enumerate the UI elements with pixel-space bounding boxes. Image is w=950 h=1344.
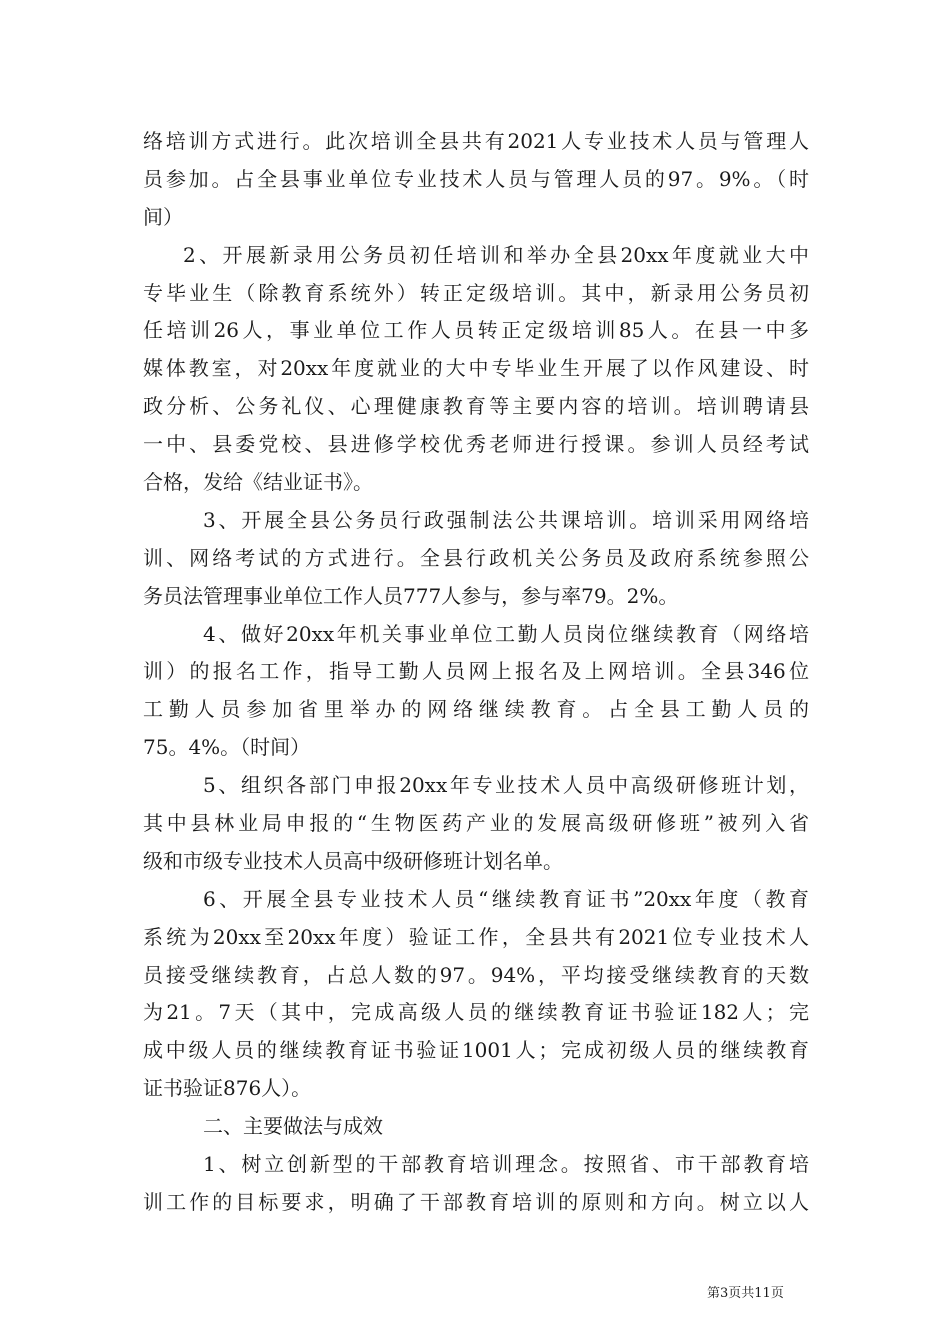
text-line: 证书验证876人）。 — [143, 1076, 312, 1101]
text-line: 训）的报名工作，指导工勤人员网上报名及上网培训。全县346位 — [143, 659, 809, 684]
paragraph-start-line: 4、做好20xx年机关事业单位工勤人员岗位继续教育（网络培 — [203, 621, 809, 646]
text-line: 训工作的目标要求，明确了干部教育培训的原则和方向。树立以人 — [143, 1189, 809, 1214]
text-line: 为21。7天（其中，完成高级人员的继续教育证书验证182人；完 — [143, 1000, 809, 1025]
paragraph-start-line: 2、开展新录用公务员初任培训和举办全县20xx年度就业大中 — [183, 242, 809, 267]
document-body — [143, 123, 809, 1222]
text-line: 间） — [143, 204, 183, 229]
text-line: 务员法管理事业单位工作人员777人参与，参与率79。2%。 — [143, 583, 679, 608]
text-line: 政分析、公务礼仪、心理健康教育等主要内容的培训。培训聘请县 — [143, 394, 809, 419]
text-line: 专毕业生（除教育系统外）转正定级培训。其中，新录用公务员初 — [143, 280, 809, 305]
section-heading: 二、主要做法与成效 — [203, 1114, 383, 1139]
page-number: 第3页共11页 — [707, 1286, 784, 1301]
text-line: 成中级人员的继续教育证书验证1001人；完成初级人员的继续教育 — [143, 1038, 809, 1063]
text-line: 络培训方式进行。此次培训全县共有2021人专业技术人员与管理人 — [143, 129, 809, 153]
text-line: 员接受继续教育，占总人数的97。94%，平均接受继续教育的天数 — [143, 962, 809, 987]
paragraph-start-line: 5、组织各部门申报20xx年专业技术人员中高级研修班计划， — [203, 773, 809, 798]
text-line: 训、网络考试的方式进行。全县行政机关公务员及政府系统参照公 — [143, 545, 809, 570]
text-line: 75。4%。（时间） — [143, 735, 311, 760]
paragraph-start-line: 1、树立创新型的干部教育培训理念。按照省、市干部教育培 — [203, 1152, 809, 1177]
paragraph-start-line: 6、开展全县专业技术人员“继续教育证书”20xx年度（教育 — [203, 886, 809, 911]
text-line: 员参加。占全县事业单位专业技术人员与管理人员的97。9%。（时 — [143, 166, 809, 191]
text-line: 级和市级专业技术人员高中级研修班计划名单。 — [143, 848, 563, 873]
text-line: 合格，发给《结业证书》。 — [143, 470, 373, 495]
text-line: 任培训26人，事业单位工作人员转正定级培训85人。在县一中多 — [143, 318, 809, 343]
paragraph-start-line: 3、开展全县公务员行政强制法公共课培训。培训采用网络培 — [203, 507, 809, 532]
text-line: 一中、县委党校、县进修学校优秀老师进行授课。参训人员经考试 — [143, 432, 809, 457]
text-line: 工勤人员参加省里举办的网络继续教育。占全县工勤人员的 — [143, 697, 809, 722]
text-line: 系统为20xx至20xx年度）验证工作，全县共有2021位专业技术人 — [143, 924, 809, 949]
text-line: 媒体教室，对20xx年度就业的大中专毕业生开展了以作风建设、时 — [143, 356, 809, 381]
text-line: 其中县林业局申报的“生物医药产业的发展高级研修班”被列入省 — [143, 811, 809, 836]
